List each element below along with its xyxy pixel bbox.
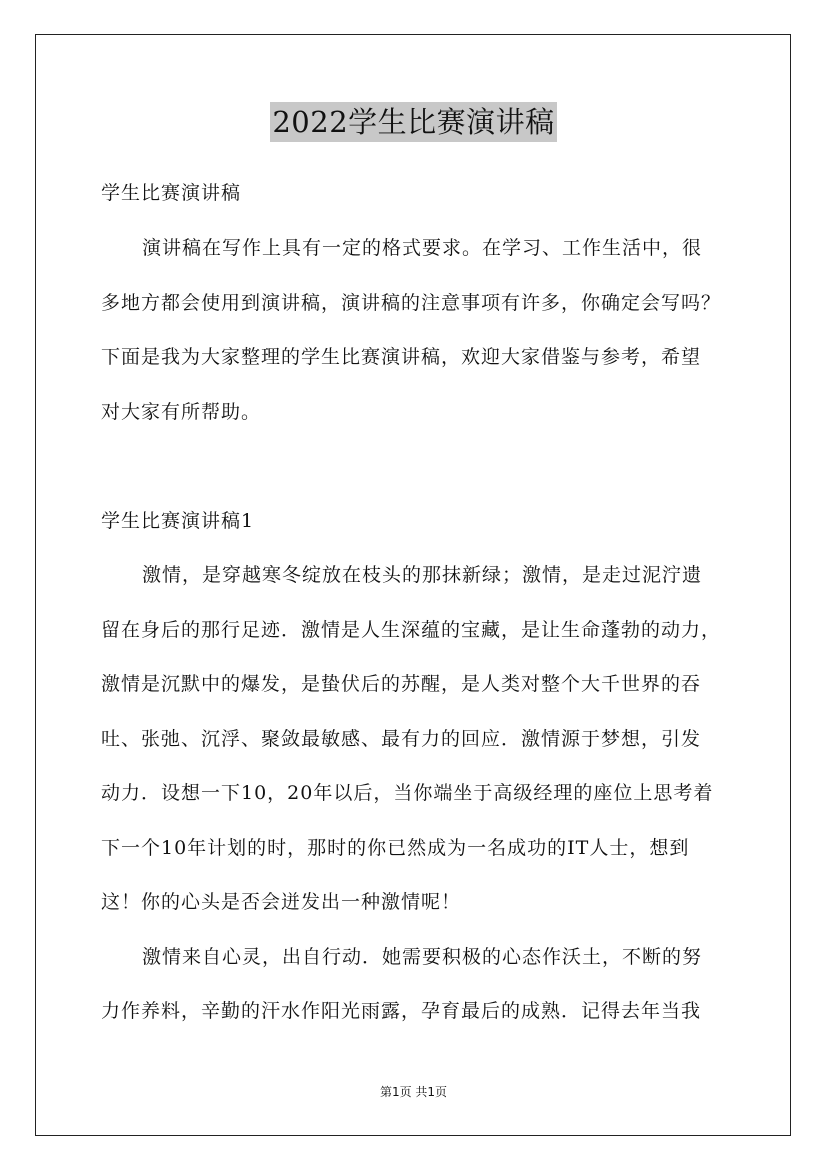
document-title: 2022学生比赛演讲稿 <box>270 102 556 142</box>
paragraph-line: 留在身后的那行足迹．激情是人生深蕴的宝藏，是让生命蓬勃的动力， <box>101 619 722 641</box>
paragraph-line: 下一个10年计划的时，那时的你已然成为一名成功的IT人士，想到 <box>101 837 690 859</box>
paragraph-line: 吐、张弛、沉浮、聚敛最敏感、最有力的回应．激情源于梦想，引发 <box>101 728 702 750</box>
paragraph-line: 下面是我为大家整理的学生比赛演讲稿，欢迎大家借鉴与参考，希望 <box>101 346 702 368</box>
paragraph-line: 激情，是穿越寒冬绽放在枝头的那抹新绿；激情，是走过泥泞遗 <box>142 564 703 586</box>
paragraph-line: 演讲稿在写作上具有一定的格式要求。在学习、工作生活中，很 <box>142 237 703 259</box>
paragraph-line: 力作养料，辛勤的汗水作阳光雨露，孕育最后的成熟．记得去年当我 <box>101 1000 702 1022</box>
paragraph-line: 激情来自心灵，出自行动．她需要积极的心态作沃土，不断的努 <box>142 946 703 968</box>
paragraph-line: 动力．设想一下10，20年以后，当你端坐于高级经理的座位上思考着 <box>101 782 714 804</box>
paragraph-line: 对大家有所帮助。 <box>101 401 262 423</box>
page-footer: 第1页 共1页 <box>379 1085 448 1099</box>
section-heading: 学生比赛演讲稿1 <box>101 510 255 532</box>
paragraph-line: 激情是沉默中的爆发，是蛰伏后的苏醒，是人类对整个大千世界的吞 <box>101 673 702 695</box>
document-subtitle: 学生比赛演讲稿 <box>101 182 242 204</box>
paragraph-line: 多地方都会使用到演讲稿，演讲稿的注意事项有许多，你确定会写吗？ <box>101 292 722 314</box>
paragraph-line: 这！你的心头是否会迸发出一种激情呢！ <box>101 891 462 913</box>
title-wrap <box>0 102 827 142</box>
